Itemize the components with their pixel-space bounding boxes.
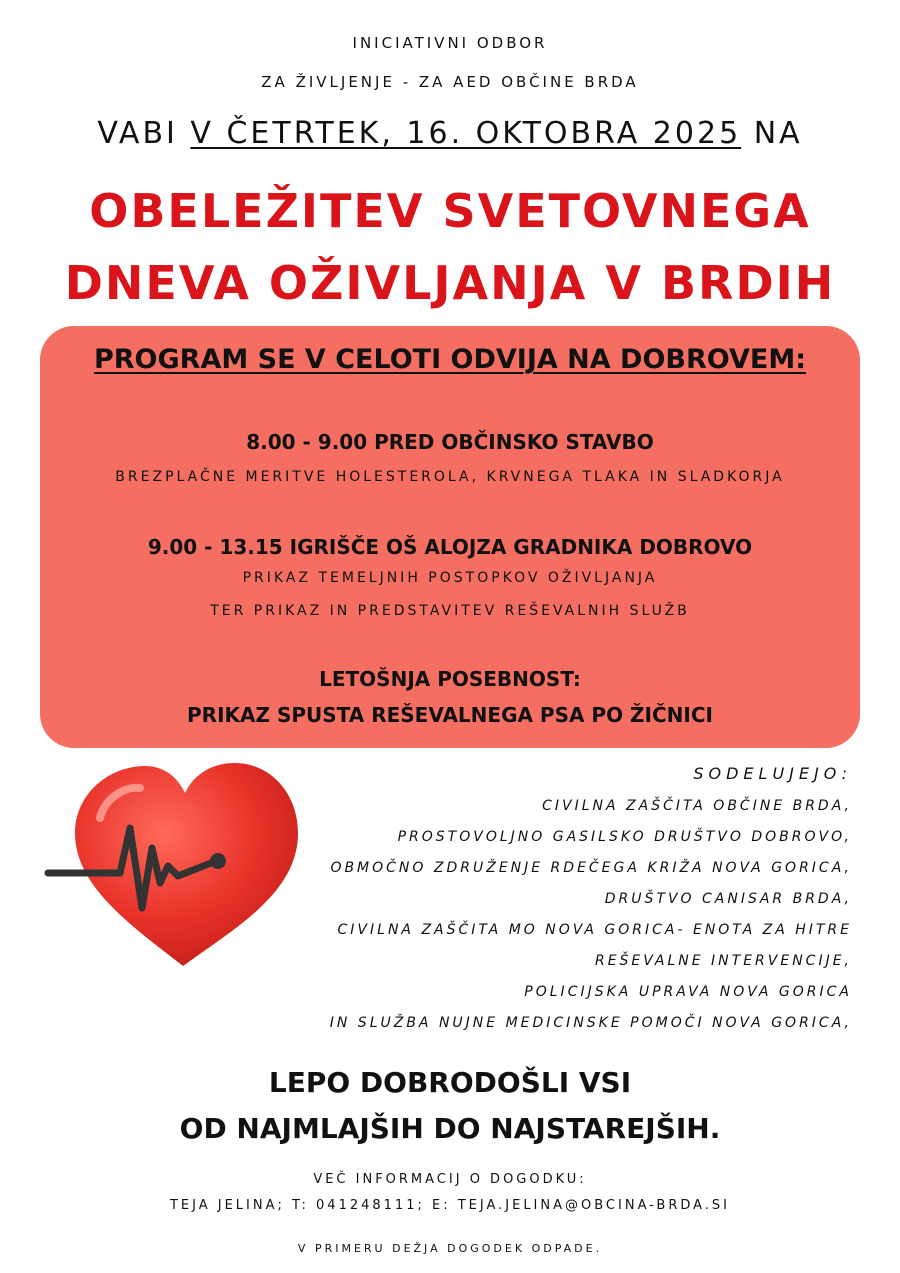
welcome-line-1: LEPO DOBRODOŠLI VSI [268, 1066, 632, 1099]
partner-line: DRUŠTVO CANISAR BRDA, [604, 891, 852, 907]
event-title-line-2: DNEVA OŽIVLJANJA V BRDIH [64, 256, 836, 310]
partners-heading: SODELUJEJO: [693, 764, 852, 783]
info-heading: VEČ INFORMACIJ O DOGODKU: [313, 1172, 587, 1187]
partner-line: PROSTOVOLJNO GASILSKO DRUŠTVO DOBROVO, [397, 829, 852, 845]
partner-line: OBMOČNO ZDRUŽENJE RDEČEGA KRIŽA NOVA GORICA, [330, 860, 852, 876]
partner-line: IN SLUŽBA NUJNE MEDICINSKE POMOČI NOVA GORICA, [329, 1015, 852, 1031]
slot-2-description-2: TER PRIKAZ IN PREDSTAVITEV REŠEVALNIH SLUŽB [210, 603, 690, 619]
welcome-line-2: OD NAJMLAJŠIH DO NAJSTAREJŠIH. [179, 1112, 721, 1145]
slot-1-title: 8.00 - 9.00 PRED OBČINSKO STAVBO [246, 430, 654, 454]
invitation-suffix: NA [741, 116, 803, 151]
partner-line: CIVILNA ZAŠČITA OBČINE BRDA, [542, 798, 852, 814]
slot-1-description: BREZPLAČNE MERITVE HOLESTEROLA, KRVNEGA TLAKA IN SLADKORJA [115, 469, 785, 485]
partner-line: CIVILNA ZAŠČITA MO NOVA GORICA- ENOTA ZA HITRE [337, 922, 852, 938]
heart-icon [40, 758, 310, 973]
program-heading: PROGRAM SE V CELOTI ODVIJA NA DOBROVEM: [93, 344, 807, 375]
contact-details: TEJA JELINA; T: 041248111; E: TEJA.JELINA@OBCINA-BRDA.SI [169, 1198, 731, 1213]
special-label: LETOŠNJA POSEBNOST: [319, 667, 581, 691]
event-date: V ČETRTEK, 16. OKTOBRA 2025 [190, 116, 742, 151]
invitation-prefix: VABI [97, 116, 191, 151]
organizer-line-1: INICIATIVNI ODBOR [352, 34, 548, 52]
invitation-line [0, 116, 900, 151]
slot-2-title: 9.00 - 13.15 IGRIŠČE OŠ ALOJZA GRADNIKA DOBROVO [147, 535, 753, 559]
special-text: PRIKAZ SPUSTA REŠEVALNEGA PSA PO ŽIČNICI [187, 703, 713, 727]
partner-line: POLICIJSKA UPRAVA NOVA GORICA [524, 984, 852, 1000]
slot-2-description-1: PRIKAZ TEMELJNIH POSTOPKOV OŽIVLJANJA [242, 570, 658, 586]
event-title-line-1: OBELEŽITEV SVETOVNEGA [89, 184, 811, 238]
partner-line: REŠEVALNE INTERVENCIJE, [594, 953, 852, 969]
rain-note: V PRIMERU DEŽJA DOGODEK ODPADE. [297, 1242, 603, 1255]
organizer-line-2: ZA ŽIVLJENJE - ZA AED OBČINE BRDA [261, 73, 639, 91]
